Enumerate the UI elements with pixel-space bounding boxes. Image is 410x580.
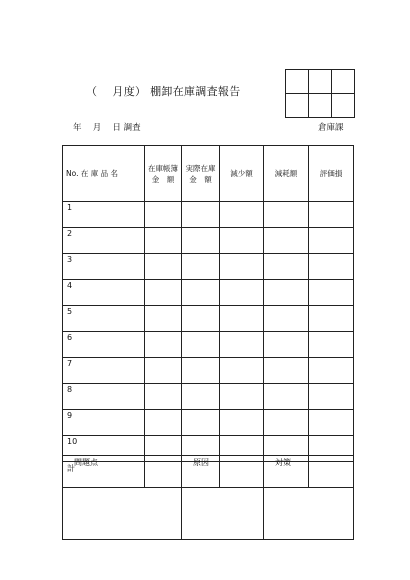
inventory-table: [62, 145, 354, 488]
header-actual-amount: 実際在庫 金 額: [182, 146, 220, 202]
table-row: [63, 202, 354, 228]
entry-cell[interactable]: [220, 228, 264, 254]
approval-stamp-box[interactable]: [286, 70, 309, 94]
entry-cell[interactable]: [220, 306, 264, 332]
entry-cell[interactable]: [309, 280, 354, 306]
entry-cell[interactable]: [309, 384, 354, 410]
table-row: [63, 332, 354, 358]
entry-cell[interactable]: [264, 306, 309, 332]
header-book-amount: 在庫帳簿 金 額: [145, 146, 182, 202]
entry-cell[interactable]: [145, 358, 182, 384]
entry-cell[interactable]: [182, 358, 220, 384]
department-label: 倉庫課: [318, 123, 344, 133]
row-number-cell[interactable]: 1: [63, 202, 145, 228]
cause-box[interactable]: [182, 456, 264, 540]
table-row: [63, 228, 354, 254]
entry-cell[interactable]: [182, 306, 220, 332]
entry-cell[interactable]: [182, 384, 220, 410]
entry-cell[interactable]: [145, 254, 182, 280]
entry-cell[interactable]: [309, 202, 354, 228]
row-number-cell[interactable]: 2: [63, 228, 145, 254]
approval-stamp-box[interactable]: [332, 70, 355, 94]
entry-cell[interactable]: [309, 410, 354, 436]
analysis-section: [62, 455, 354, 540]
entry-cell[interactable]: [182, 202, 220, 228]
entry-cell[interactable]: [182, 254, 220, 280]
entry-cell[interactable]: [309, 254, 354, 280]
problems-label: 問題点: [74, 458, 98, 467]
entry-cell[interactable]: [220, 280, 264, 306]
entry-cell[interactable]: [264, 332, 309, 358]
entry-cell[interactable]: [264, 280, 309, 306]
entry-cell[interactable]: [264, 358, 309, 384]
entry-cell[interactable]: [220, 254, 264, 280]
row-number-cell[interactable]: 7: [63, 358, 145, 384]
entry-cell[interactable]: [264, 254, 309, 280]
row-number-cell[interactable]: 3: [63, 254, 145, 280]
document-title: （ 月度） 棚卸在庫調査報告: [86, 85, 241, 98]
approval-stamp-box[interactable]: [309, 94, 332, 118]
entry-cell[interactable]: [145, 410, 182, 436]
entry-cell[interactable]: [309, 228, 354, 254]
survey-date-label: 年 月 日 調査: [73, 123, 141, 133]
header-valuation-loss: 評価損: [309, 146, 354, 202]
table-row: [63, 306, 354, 332]
table-row: [63, 358, 354, 384]
entry-cell[interactable]: [182, 228, 220, 254]
entry-cell[interactable]: [145, 332, 182, 358]
approval-stamp-box[interactable]: [309, 70, 332, 94]
row-number-cell[interactable]: 4: [63, 280, 145, 306]
entry-cell[interactable]: [264, 228, 309, 254]
row-number-cell[interactable]: 6: [63, 332, 145, 358]
cause-label: 原因: [193, 458, 209, 467]
entry-cell[interactable]: [145, 384, 182, 410]
table-row: [63, 254, 354, 280]
entry-cell[interactable]: [182, 410, 220, 436]
entry-cell[interactable]: [264, 384, 309, 410]
entry-cell[interactable]: [264, 202, 309, 228]
row-number-cell[interactable]: 5: [63, 306, 145, 332]
approval-stamp-grid: [285, 69, 355, 118]
row-number-cell[interactable]: 8: [63, 384, 145, 410]
entry-cell[interactable]: [220, 384, 264, 410]
header-decrease-amount: 減少額: [220, 146, 264, 202]
header-wastage-amount: 減耗額: [264, 146, 309, 202]
entry-cell[interactable]: [145, 202, 182, 228]
problems-box[interactable]: [63, 456, 182, 540]
entry-cell[interactable]: [145, 228, 182, 254]
approval-stamp-box[interactable]: [286, 94, 309, 118]
entry-cell[interactable]: [220, 410, 264, 436]
approval-stamp-box[interactable]: [332, 94, 355, 118]
countermeasure-box[interactable]: [264, 456, 354, 540]
table-row: [63, 384, 354, 410]
table-row: [63, 410, 354, 436]
entry-cell[interactable]: [182, 280, 220, 306]
table-row: [63, 280, 354, 306]
row-number-cell[interactable]: 9: [63, 410, 145, 436]
entry-cell[interactable]: [220, 332, 264, 358]
entry-cell[interactable]: [182, 332, 220, 358]
row-number-cell[interactable]: 計: [63, 462, 145, 488]
entry-cell[interactable]: [145, 280, 182, 306]
header-item-name: No. 在 庫 品 名: [63, 146, 145, 202]
entry-cell[interactable]: [145, 306, 182, 332]
entry-cell[interactable]: [309, 306, 354, 332]
entry-cell[interactable]: [220, 202, 264, 228]
entry-cell[interactable]: [264, 410, 309, 436]
table-header-row: [63, 146, 354, 202]
countermeasure-label: 対策: [275, 458, 291, 467]
entry-cell[interactable]: [309, 358, 354, 384]
entry-cell[interactable]: [309, 332, 354, 358]
entry-cell[interactable]: [220, 358, 264, 384]
row-number-cell[interactable]: 10: [63, 436, 145, 462]
